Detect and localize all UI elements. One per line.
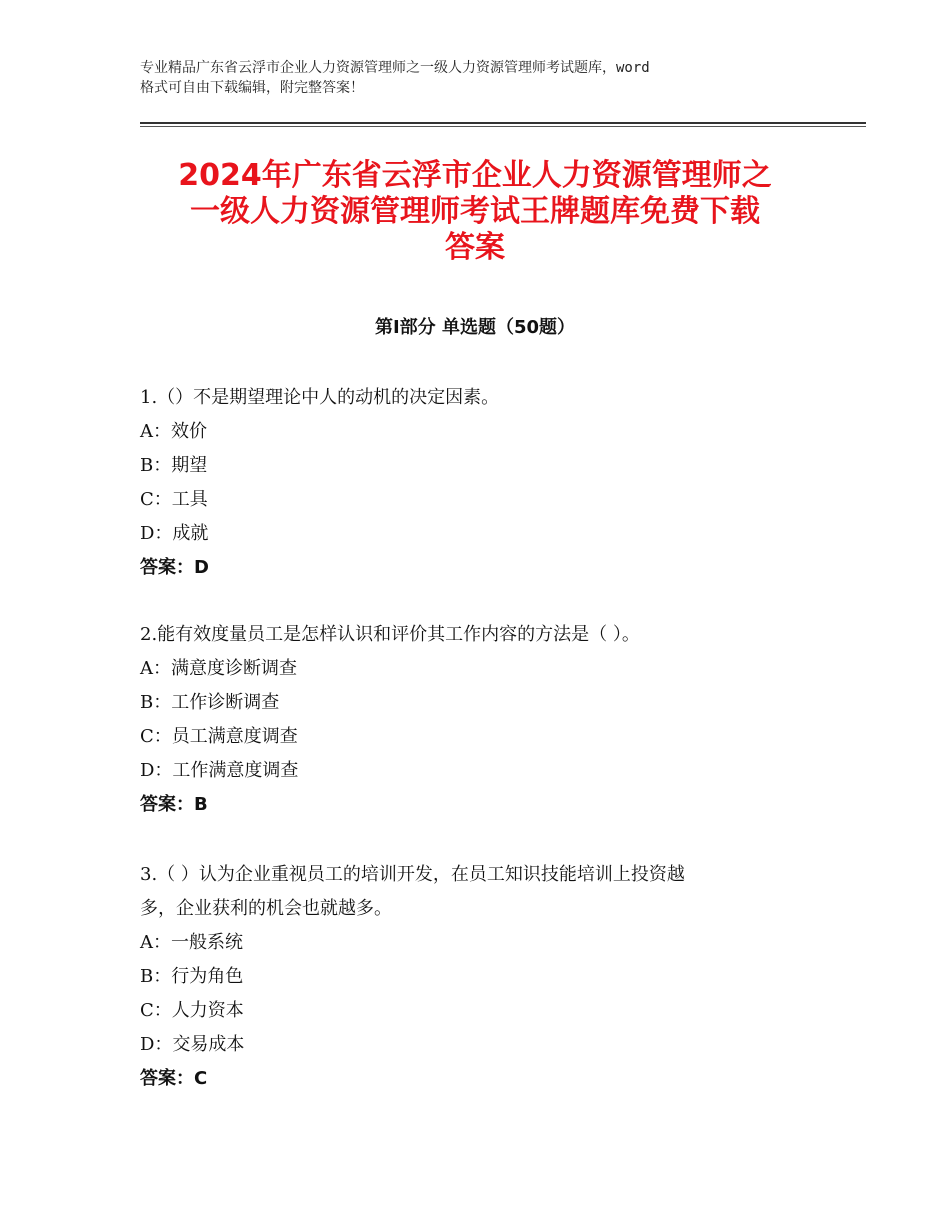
- option-b: B：工作诊断调查: [140, 692, 280, 713]
- question-stem-line: 2.能有效度量员工是怎样认识和评价其工作内容的方法是（ ）。: [140, 624, 640, 645]
- header-note-line: 格式可自由下载编辑，附完整答案！: [140, 80, 364, 96]
- question-stem: [140, 858, 820, 926]
- option-c: C：人力资本: [140, 1000, 244, 1021]
- header-divider: [140, 122, 866, 124]
- document-title: [100, 158, 850, 266]
- question-stem-line: 3.（ ）认为企业重视员工的培训开发，在员工知识技能培训上投资越: [140, 864, 685, 885]
- question-stem-line: 1.（）不是期望理论中人的动机的决定因素。: [140, 387, 500, 408]
- option-d: D：交易成本: [140, 1034, 245, 1055]
- option-b: B：期望: [140, 455, 208, 476]
- question-stem: [140, 381, 820, 415]
- option-a: A：效价: [140, 421, 207, 442]
- option-b: B：行为角色: [140, 966, 244, 987]
- question-3: [140, 858, 820, 1096]
- question-stem-line: 多，企业获利的机会也就越多。: [140, 898, 392, 919]
- option-a: A：满意度诊断调查: [140, 658, 297, 679]
- option-a: A：一般系统: [140, 932, 243, 953]
- answer: 答案：D: [140, 557, 209, 578]
- question-2: [140, 618, 820, 822]
- header-note: [140, 58, 820, 98]
- option-d: D：成就: [140, 523, 209, 544]
- header-divider-thin: [140, 126, 866, 127]
- option-c: C：员工满意度调查: [140, 726, 298, 747]
- option-d: D：工作满意度调查: [140, 760, 299, 781]
- title-line: 2024年广东省云浮市企业人力资源管理师之: [178, 158, 772, 193]
- option-c: C：工具: [140, 489, 208, 510]
- answer: 答案：C: [140, 1068, 208, 1089]
- question-1: [140, 381, 820, 585]
- title-line: 一级人力资源管理师考试王牌题库免费下载: [190, 194, 760, 229]
- section-heading: 第Ⅰ部分 单选题（50题）: [374, 317, 575, 338]
- header-note-line: 专业精品广东省云浮市企业人力资源管理师之一级人力资源管理师考试题库，word: [140, 60, 650, 76]
- answer: 答案：B: [140, 794, 208, 815]
- question-stem: [140, 618, 820, 652]
- title-line: 答案: [445, 230, 505, 265]
